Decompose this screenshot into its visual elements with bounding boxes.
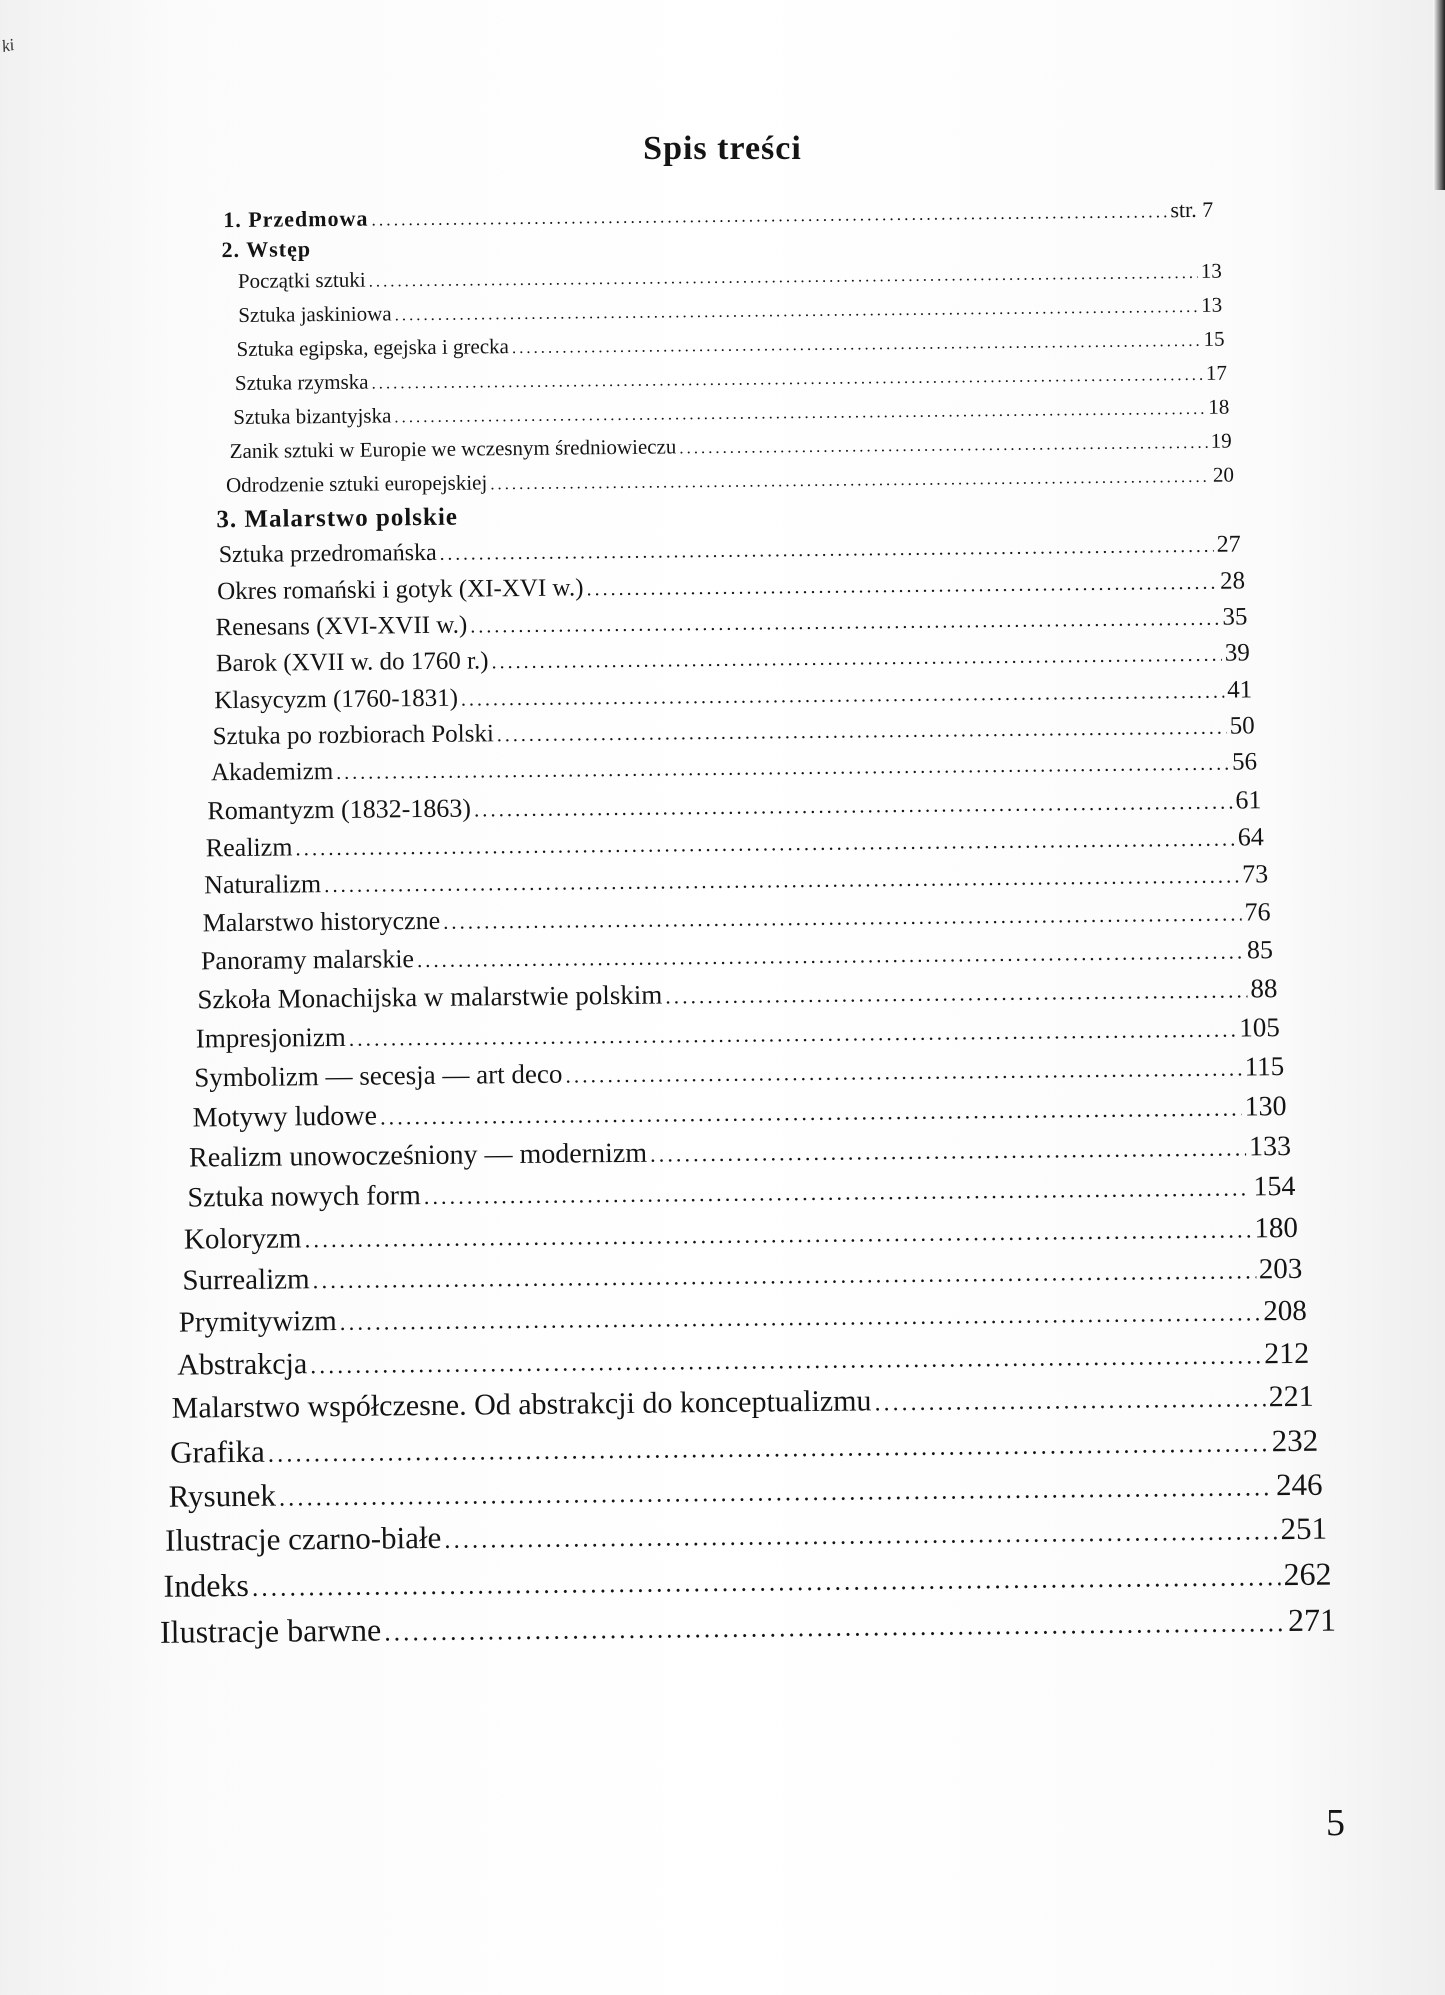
toc-entry-label: Realizm [205, 832, 293, 863]
toc-entry-page: 115 [1244, 1051, 1285, 1082]
toc-entry-label: Sztuka nowych form [187, 1180, 421, 1214]
toc-entry-page: 232 [1271, 1422, 1319, 1459]
toc-section-heading: 3. Malarstwo polskie [216, 503, 459, 534]
toc-entry [217, 567, 1245, 606]
toc-entry-page: 212 [1264, 1336, 1310, 1371]
toc-entry-label: Odrodzenie sztuki europejskiej [225, 470, 488, 498]
toc-entry-label: Akademizm [210, 757, 334, 787]
toc-entry-label: Sztuka przedromańska [218, 539, 437, 569]
toc-entry-label: Sztuka egipska, egejska i grecka [236, 334, 510, 361]
toc-entry [179, 1295, 1307, 1340]
toc-entry [165, 1511, 1327, 1559]
page-title: Spis treści [643, 130, 802, 167]
dot-leader [371, 365, 1203, 394]
dot-leader [874, 1386, 1265, 1417]
dot-leader [336, 753, 1229, 785]
dot-leader [443, 902, 1242, 934]
dot-leader [252, 1562, 1281, 1603]
toc-entry-label: Początki sztuki [237, 267, 366, 293]
toc-entry [197, 973, 1277, 1015]
toc-entry-page: 13 [1200, 258, 1222, 283]
dot-leader [424, 1175, 1251, 1210]
toc-entry-page: 13 [1201, 292, 1223, 317]
toc-entry [238, 293, 1222, 328]
toc-entry-page: 271 [1287, 1601, 1337, 1639]
toc-entry [187, 1171, 1295, 1215]
toc-entry-page: 154 [1253, 1170, 1296, 1203]
dot-leader [491, 644, 1222, 675]
dot-leader [444, 1518, 1277, 1555]
dot-leader [665, 978, 1247, 1009]
toc-entry-page: 76 [1244, 897, 1271, 927]
dot-leader [417, 940, 1244, 973]
dot-leader [279, 1474, 1273, 1512]
dot-leader [340, 1300, 1261, 1337]
toc-entry-label: Zanik sztuki w Europie we wczesnym średniowieczu [229, 434, 677, 464]
toc-entry-label: Malarstwo historyczne [202, 905, 441, 938]
toc-entry [226, 463, 1234, 499]
toc-entry-page: 35 [1222, 603, 1248, 631]
toc-entry-label: Sztuka rzymska [234, 369, 369, 395]
dot-leader [586, 572, 1217, 602]
dot-leader [304, 1217, 1251, 1254]
toc-entry-page: 133 [1248, 1130, 1292, 1163]
toc-entry [213, 712, 1255, 751]
toc-entry-label: Impresjonizm [195, 1021, 346, 1054]
page-number: 5 [1326, 1802, 1345, 1844]
toc-entry-label: Renesans (XVI-XVII w.) [215, 611, 468, 642]
dot-leader [295, 828, 1235, 862]
toc-entry [211, 748, 1257, 787]
toc-entry [219, 531, 1241, 569]
toc-entry-label: Motywy ludowe [192, 1100, 378, 1134]
toc-entry [172, 1380, 1314, 1426]
dot-leader [369, 263, 1198, 292]
toc-entry [177, 1337, 1309, 1383]
toc-entry-label: Ilustracje barwne [159, 1611, 382, 1650]
toc-entry-label: Panoramy malarskie [200, 944, 415, 976]
toc-entry [204, 859, 1268, 900]
toc-entry [182, 1253, 1302, 1298]
dot-leader [380, 1095, 1242, 1130]
toc-entry [215, 603, 1247, 642]
dot-leader [679, 433, 1207, 459]
toc-entry-label: Malarstwo współczesne. Od abstrakcji do konceptualizmu [171, 1384, 872, 1425]
toc-entry-page: 61 [1235, 785, 1262, 815]
toc-entry-page: 27 [1216, 531, 1241, 558]
toc-entry [214, 676, 1252, 715]
toc-entry [221, 227, 1213, 263]
toc-entry-page: 180 [1254, 1211, 1299, 1245]
toc-entry [233, 395, 1229, 430]
toc-entry [236, 327, 1224, 362]
toc-section-heading: 1. Przedmowa [223, 205, 369, 233]
toc-entry-label: Szkoła Monachijska w malarstwie polskim [197, 979, 663, 1015]
dot-leader [474, 791, 1233, 823]
toc-entry [216, 639, 1250, 678]
toc-entry-page: str. 7 [1170, 196, 1214, 223]
toc-entry-label: Ilustracje czarno-białe [164, 1519, 442, 1558]
toc-entry-page: 41 [1227, 676, 1253, 704]
toc-entry [238, 259, 1222, 294]
toc-entry-label: Prymitywizm [178, 1304, 337, 1339]
toc-entry-page: 246 [1275, 1466, 1323, 1503]
toc-entry [192, 1091, 1286, 1134]
toc-entry [160, 1602, 1336, 1651]
toc-section-heading: 2. Wstęp [221, 236, 312, 263]
toc-entry-label: Symbolizm — secesja — art deco [194, 1058, 563, 1093]
toc-entry-label: Sztuka jaskiniowa [238, 301, 392, 327]
toc-entry-page: 19 [1210, 428, 1232, 453]
toc-entry [168, 1467, 1322, 1515]
dot-leader [384, 1608, 1285, 1647]
toc-entry-page: 130 [1244, 1091, 1287, 1123]
toc-entry-page: 105 [1239, 1012, 1280, 1043]
dot-leader [497, 717, 1227, 748]
dot-leader [565, 1056, 1242, 1088]
toc-entry [184, 1212, 1298, 1257]
toc-entry [189, 1131, 1291, 1175]
toc-entry [194, 1051, 1284, 1093]
toc-entry-label: Indeks [163, 1566, 250, 1604]
toc-entry-page: 18 [1208, 394, 1230, 419]
toc-entry-page: 56 [1231, 748, 1258, 776]
toc-entry-page: 203 [1258, 1252, 1303, 1286]
toc-entry [216, 496, 1236, 535]
dot-leader [310, 1343, 1261, 1380]
toc-entry [163, 1556, 1331, 1605]
toc-entry-label: Okres romański i gotyk (XI-XVI w.) [217, 574, 584, 606]
toc-entry-label: Naturalizm [204, 869, 322, 900]
dot-leader [512, 331, 1201, 358]
dot-leader [371, 201, 1167, 230]
toc-entry-label: Rysunek [168, 1477, 277, 1514]
toc-entry-label: Abstrakcja [177, 1347, 308, 1382]
toc-entry-page: 17 [1205, 360, 1228, 385]
toc-entry [235, 361, 1227, 396]
dot-leader [312, 1258, 1255, 1295]
toc-entry [230, 429, 1232, 464]
dot-leader [268, 1430, 1269, 1468]
toc-entry-label: Koloryzm [183, 1222, 302, 1256]
table-of-contents [0, 194, 1445, 1749]
toc-entry-label: Romantyzm (1832-1863) [207, 793, 472, 826]
toc-entry-page: 262 [1283, 1555, 1332, 1593]
toc-entry-label: Sztuka bizantyjska [233, 403, 392, 430]
toc-entry-label: Realizm unowocześniony — modernizm [188, 1137, 648, 1174]
toc-entry-page: 39 [1224, 639, 1250, 667]
dot-leader [324, 865, 1239, 899]
toc-entry-label: Klasycyzm (1760-1831) [214, 684, 459, 715]
toc-entry [207, 785, 1261, 826]
toc-entry-page: 208 [1263, 1294, 1307, 1328]
toc-entry-page: 88 [1250, 973, 1278, 1004]
dot-leader [461, 681, 1224, 712]
toc-entry-page: 221 [1268, 1379, 1314, 1414]
toc-entry-page: 28 [1219, 567, 1246, 595]
toc-entry-page: 50 [1229, 712, 1255, 740]
toc-entry-page: 15 [1203, 326, 1225, 351]
dot-leader [394, 399, 1205, 427]
margin-mark: ki [0, 34, 17, 57]
toc-entry [196, 1012, 1280, 1054]
toc-entry-page: 20 [1212, 462, 1235, 487]
toc-entry-label: Surrealizm [182, 1263, 310, 1297]
dot-leader [395, 297, 1199, 325]
toc-entry-page: 251 [1280, 1510, 1328, 1547]
toc-entry-label: Sztuka po rozbiorach Polski [212, 720, 494, 751]
toc-entry [206, 822, 1264, 863]
dot-leader [349, 1018, 1237, 1052]
toc-entry [170, 1423, 1318, 1471]
dot-leader [440, 536, 1214, 566]
dot-leader [470, 608, 1219, 639]
toc-entry-label: Barok (XVII w. do 1760 r.) [215, 647, 489, 678]
dot-leader [650, 1135, 1246, 1167]
toc-entry-page: 85 [1246, 935, 1274, 965]
toc-entry [202, 897, 1270, 938]
toc-entry [201, 935, 1273, 976]
toc-entry-page: 73 [1242, 859, 1269, 889]
toc-entry-label: Grafika [169, 1433, 266, 1470]
dot-leader [490, 467, 1210, 495]
toc-entry-page: 64 [1237, 822, 1264, 852]
